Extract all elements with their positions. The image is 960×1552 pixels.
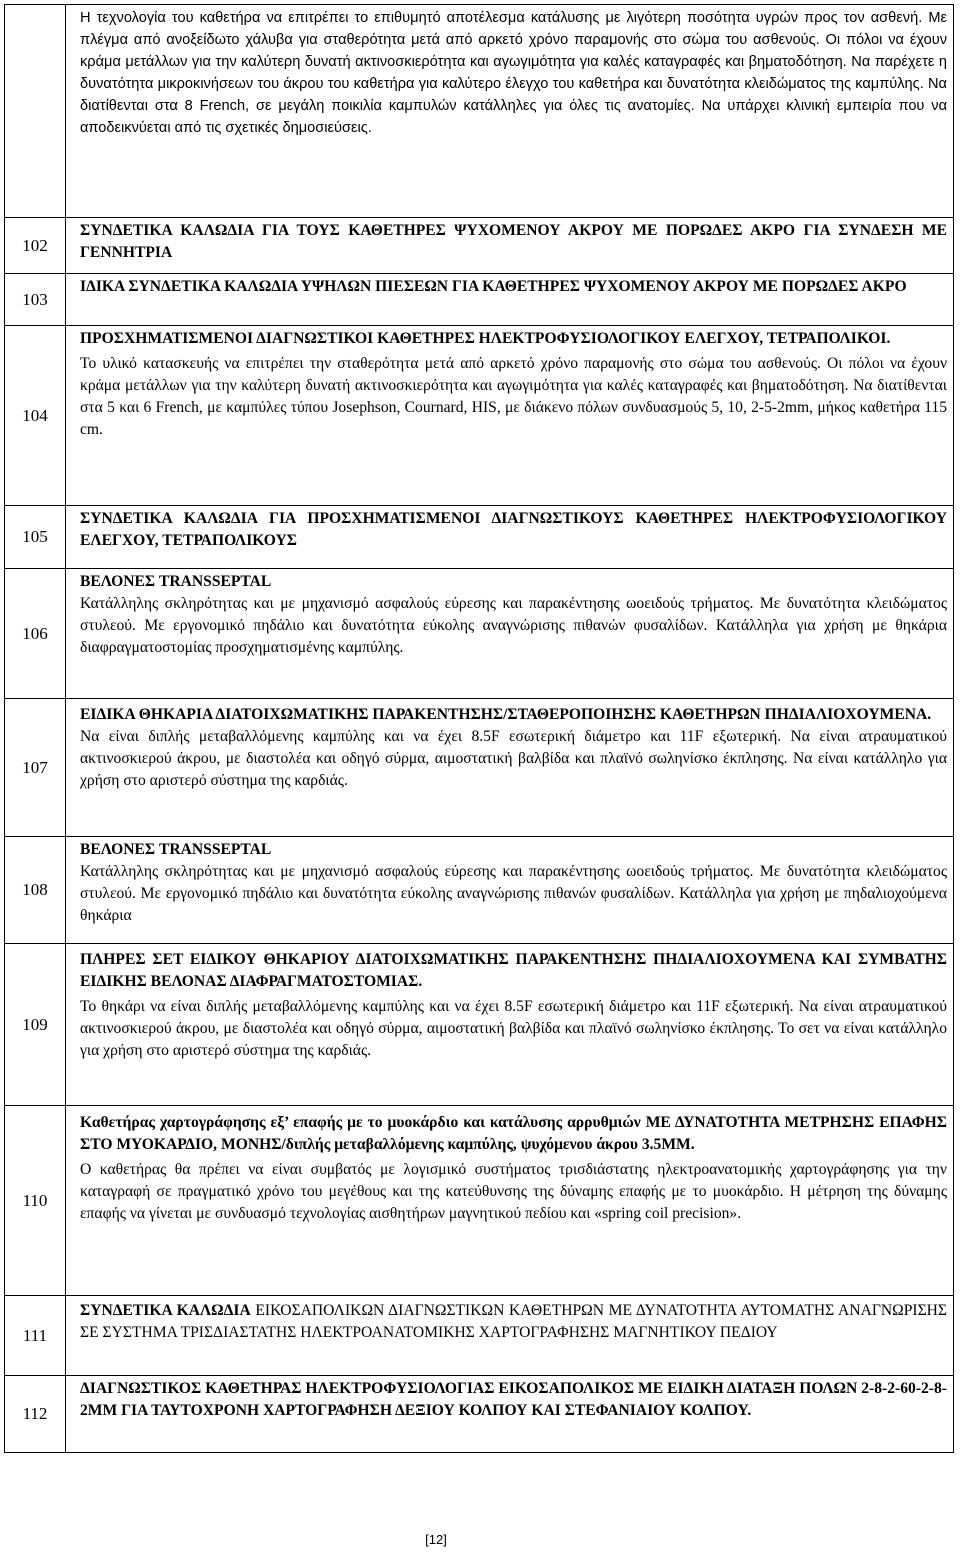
- page-number: [12]: [425, 1532, 447, 1547]
- table-row: [5, 1106, 954, 1296]
- item-title: ΠΡΟΣΧΗΜΑΤΙΣΜΕΝΟΙ ΔΙΑΓΝΩΣΤΙΚΟΙ ΚΑΘΕΤΗΡΕΣ ΗΛΕΚΤΡΟΦΥΣΙΟΛΟΓΙΚΟΥ ΕΛΕΓΧΟΥ, ΤΕΤΡΑΠΟΛΙΚΟΙ.: [80, 330, 891, 347]
- table-row: [5, 569, 954, 699]
- row-number: 108: [5, 837, 66, 944]
- row-number: 105: [5, 506, 66, 569]
- item-title: ΒΕΛΟΝΕΣ TRANSSEPTAL: [80, 573, 272, 590]
- item-title: ΙΔΙΚΑ ΣΥΝΔΕΤΙΚΑ ΚΑΛΩΔΙΑ ΥΨΗΛΩΝ ΠΙΕΣΕΩΝ ΓΙΑ ΚΑΘΕΤΗΡΕΣ ΨΥΧΟΜΕΝΟΥ ΑΚΡΟΥ ΜΕ ΠΟΡΩΔΕΣ ΑΚΡΟ: [80, 278, 907, 295]
- item-title: ΠΛΗΡΕΣ ΣΕΤ ΕΙΔΙΚΟΥ ΘΗΚΑΡΙΟΥ ΔΙΑΤΟΙΧΩΜΑΤΙΚΗΣ ΠΑΡΑΚΕΝΤΗΣΗΣ ΠΗΔΙΑΛΙΟΧΟΥΜΕΝΑ ΚΑΙ ΣΥΜΒΑΤΗΣ ΕΙΔΙΚΗΣ ΒΕΛΟΝΑΣ ΔΙΑΦΡΑΓΜΑΤΟΣΤΟΜΙΑΣ.: [80, 951, 947, 990]
- row-number: 104: [5, 326, 66, 506]
- item-description: Κατάλληλης σκληρότητας και με μηχανισμό ασφαλούς εύρεσης και παρακέντησης ωοειδούς τρήματος. Με δυνατότητα κλειδώματος στυλεού. Με εργονομικό πηδάλιο και δυνατότητα εύκολης αναγνώρισης πιθανών φυσαλίδων. Κατάλληλα για χρήση με θηκάρια διαφραγματοστομίας προσχηματισμένης καμπύλης.: [80, 595, 947, 656]
- row-number: 110: [5, 1106, 66, 1296]
- item-title: [80, 1300, 947, 1344]
- row-description: [66, 944, 954, 1106]
- row-number: [5, 5, 66, 218]
- item-title-bold: ΣΥΝΔΕΤΙΚΑ ΚΑΛΩΔΙΑ: [80, 1302, 251, 1319]
- row-number: 102: [5, 218, 66, 274]
- item-title: ΣΥΝΔΕΤΙΚΑ ΚΑΛΩΔΙΑ ΓΙΑ ΠΡΟΣΧΗΜΑΤΙΣΜΕΝΟΙ ΔΙΑΓΝΩΣΤΙΚΟΥΣ ΚΑΘΕΤΗΡΕΣ ΗΛΕΚΤΡΟΦΥΣΙΟΛΟΓΙΚΟΥ ΕΛΕΓΧΟΥ, ΤΕΤΡΑΠΟΛΙΚΟΥΣ: [80, 510, 947, 549]
- row-number: 107: [5, 699, 66, 837]
- row-number: 106: [5, 569, 66, 699]
- item-description: Το υλικό κατασκευής να επιτρέπει την σταθερότητα μετά από αρκετό χρόνο παραμονής στο σώμα του ασθενούς. Οι πόλοι να έχουν κράμα μετάλλων για την καλύτερη δυνατή ακτινοσκιερότητα και αγωγιμότητα για καλές καταγραφές και βηματοδότηση. Να διατίθενται στα 5 και 6 French, με καμπύλες τύπου Josephson, Cournard, HIS, με διάκενο πόλων συνδυασμούς 5, 10, 2-5-2mm, μήκος καθετήρα 115 cm.: [80, 355, 947, 438]
- item-title: ΔΙΑΓΝΩΣΤΙΚΟΣ ΚΑΘΕΤΗΡΑΣ ΗΛΕΚΤΡΟΦΥΣΙΟΛΟΓΙΑΣ ΕΙΚΟΣΑΠΟΛΙΚΟΣ ΜΕ ΕΙΔΙΚΗ ΔΙΑΤΑΞΗ ΠΟΛΩΝ 2-8-2-60-2-8-2ΜΜ ΓΙΑ ΤΑΥΤΟΧΡΟΝΗ ΧΑΡΤΟΓΡΑΦΗΣΗ ΔΕΞΙΟΥ ΚΟΛΠΟΥ ΚΑΙ ΣΤΕΦΑΝΙΑΙΟΥ ΚΟΛΠΟΥ.: [80, 1380, 947, 1419]
- item-description: Ο καθετήρας θα πρέπει να είναι συμβατός με λογισμικό συστήματος τρισδιάστατης ηλεκτροανατομικής χαρτογράφησης για την καταγραφή σε πραγματικό χρόνο του μεγέθους και της κατεύθυνσης της δύναμης επαφής με το μυοκάρδιο. Η μέτρηση της δύναμης επαφής να γίνεται με συνδυασμό τεχνολογίας αισθητήρων μαγνητικού πεδίου και «spring coil precision».: [80, 1161, 947, 1222]
- table-row: [5, 506, 954, 569]
- item-title-rest: ΕΙΚΟΣΑΠΟΛΙΚΩΝ ΔΙΑΓΝΩΣΤΙΚΩΝ ΚΑΘΕΤΗΡΩΝ ΜΕ ΔΥΝΑΤΟΤΗΤΑ ΑΥΤΟΜΑΤΗΣ ΑΝΑΓΝΩΡΙΣΗΣ ΣΕ ΣΥΣΤΗΜΑ ΤΡΙΣΔΙΑΣΤΑΤΗΣ ΗΛΕΚΤΡΟΑΝΑΤΟΜΙΚΗΣ ΧΑΡΤΟΓΡΑΦΗΣΗΣ ΜΑΓΝΗΤΙΚΟΥ ΠΕΔΙΟΥ: [80, 1302, 947, 1341]
- row-description: [66, 1376, 954, 1453]
- row-number: 103: [5, 274, 66, 326]
- row-description: [66, 699, 954, 837]
- row-description: [66, 1296, 954, 1376]
- table-row: [5, 1376, 954, 1453]
- row-description: [66, 837, 954, 944]
- table-row: [5, 699, 954, 837]
- row-description: [66, 326, 954, 506]
- table-row: [5, 1296, 954, 1376]
- item-title: ΣΥΝΔΕΤΙΚΑ ΚΑΛΩΔΙΑ ΓΙΑ ΤΟΥΣ ΚΑΘΕΤΗΡΕΣ ΨΥΧΟΜΕΝΟΥ ΑΚΡΟΥ ΜΕ ΠΟΡΩΔΕΣ ΑΚΡΟ ΓΙΑ ΣΥΝΔΕΣΗ ΜΕ ΓΕΝΝΗΤΡΙΑ: [80, 222, 947, 261]
- row-description: [66, 569, 954, 699]
- description-text: Η τεχνολογία του καθετήρα να επιτρέπει το επιθυμητό αποτέλεσμα κατάλυσης με λιγότερη ποσότητα υγρών προς τον ασθενή. Με πλέγμα από ανοξείδωτο χάλυβα για σταθερότητα μετά από αρκετό χρόνο παραμονής στο σώμα του ασθενούς. Οι πόλοι να έχουν κράμα μετάλλων για την καλύτερη δυνατή ακτινοσκιερότητα και αγωγιμότητα για καλές καταγραφές και βηματοδότηση. Να παρέχετε η δυνατότητα μικροκινήσεων του άκρου του καθετήρα για καλύτερο έλεγχο του καθετήρα και δυνατότητα κλειδώματος της καμπύλης. Να διατίθενται στα 8 French, σε μεγάλη ποικιλία καμπυλών κατάλληλες για όλες τις ανατομίες. Να υπάρχει κλινική εμπειρία που να αποδεικνύεται από τις σχετικές δημοσιεύσεις.: [80, 10, 947, 136]
- row-description: [66, 1106, 954, 1296]
- row-number: 109: [5, 944, 66, 1106]
- row-description: [66, 218, 954, 274]
- row-description: [66, 274, 954, 326]
- row-description: [66, 506, 954, 569]
- item-title: ΒΕΛΟΝΕΣ TRANSSEPTAL: [80, 841, 272, 858]
- table-row: [5, 218, 954, 274]
- item-title: ΕΙΔΙΚΑ ΘΗΚΑΡΙΑ ΔΙΑΤΟΙΧΩΜΑΤΙΚΗΣ ΠΑΡΑΚΕΝΤΗΣΗΣ/ΣΤΑΘΕΡΟΠΟΙΗΣΗΣ ΚΑΘΕΤΗΡΩΝ ΠΗΔΙΑΛΙΟΧΟΥΜΕΝΑ.: [80, 706, 932, 723]
- table-row: [5, 944, 954, 1106]
- table-row: [5, 5, 954, 218]
- table-row: [5, 326, 954, 506]
- row-number: 112: [5, 1376, 66, 1453]
- row-number: 111: [5, 1296, 66, 1376]
- table-row: [5, 274, 954, 326]
- table-row: [5, 837, 954, 944]
- item-description: Το θηκάρι να είναι διπλής μεταβαλλόμενης καμπύλης και να έχει 8.5F εσωτερική διάμετρο και 11F εξωτερική. Να είναι ατραυματικού ακτινοσκιερού άκρου, με διαστολέα και οδηγό σύρμα, αιμοστατική βαλβίδα και πλαϊνό σωληνίσκο έκπλησης. Το σετ να είναι κατάλληλο για χρήση στο αριστερό σύστημα της καρδιάς.: [80, 998, 947, 1059]
- specifications-table: [4, 4, 954, 1453]
- item-description: Κατάλληλης σκληρότητας και με μηχανισμό ασφαλούς εύρεσης και παρακέντησης ωοειδούς τρήματος. Με δυνατότητα κλειδώματος στυλεού. Με εργονομικό πηδάλιο και δυνατότητα εύκολης αναγνώρισης πιθανών φυσαλίδων. Κατάλληλα για χρήση με πηδαλιοχούμενα θηκάρια: [80, 863, 947, 924]
- item-title: Καθετήρας χαρτογράφησης εξ’ επαφής με το μυοκάρδιο και κατάλυσης αρρυθμιών ΜΕ ΔΥΝΑΤΟΤΗΤΑ ΜΕΤΡΗΣΗΣ ΕΠΑΦΗΣ ΣΤΟ ΜΥΟΚΑΡΔΙΟ, ΜΟΝΗΣ/διπλής μεταβαλλόμενης καμπύλης, ψυχόμενου άκρου 3.5ΜΜ.: [80, 1114, 947, 1153]
- item-description: Να είναι διπλής μεταβαλλόμενης καμπύλης και να έχει 8.5F εσωτερική διάμετρο και 11F εξωτερική. Να είναι ατραυματικού ακτινοσκιερού άκρου, με διαστολέα και οδηγό σύρμα, αιμοστατική βαλβίδα και πλαϊνό σωληνίσκο έκπλησης. Να είναι κατάλληλο για χρήση στο αριστερό σύστημα της καρδιάς.: [80, 728, 947, 789]
- row-description: [66, 5, 954, 218]
